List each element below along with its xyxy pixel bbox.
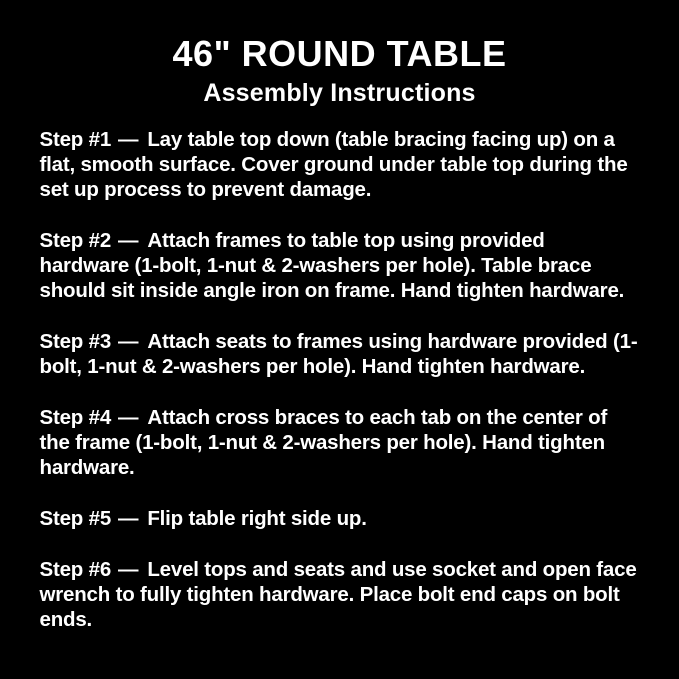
step-label: Step #4 [39, 406, 112, 430]
step-text: Level tops and seats and use socket and open face wrench to fully tighten hardware. Place bolt end caps on bolt ends. [39, 558, 637, 632]
step-dash: — [118, 128, 139, 152]
step-text: Attach seats to frames using hardware provided (1-bolt, 1-nut & 2-washers per hole). Hand tighten hardware. [39, 330, 638, 379]
steps-list [40, 127, 640, 632]
step-item-1 [40, 127, 640, 202]
step-item-5 [40, 506, 640, 531]
step-dash: — [118, 558, 139, 582]
step-text: Attach cross braces to each tab on the center of the frame (1-bolt, 1-nut & 2-washers per hole). Hand tighten hardware. [39, 406, 608, 480]
step-text: Lay table top down (table bracing facing up) on a flat, smooth surface. Cover ground under table top during the set up process to prevent damage. [39, 128, 628, 202]
step-text: Attach frames to table top using provided hardware (1-bolt, 1-nut & 2-washers per hole). Table brace should sit inside angle iron on frame. Hand tighten hardware. [39, 229, 625, 303]
step-label: Step #3 [39, 330, 112, 354]
step-dash: — [118, 330, 139, 354]
page-title: 46" ROUND TABLE [172, 33, 507, 74]
step-dash: — [118, 406, 139, 430]
page-subtitle: Assembly Instructions [203, 79, 476, 108]
step-label: Step #6 [39, 558, 112, 582]
step-text: Flip table right side up. [147, 507, 367, 531]
step-item-6 [40, 557, 640, 632]
step-dash: — [118, 507, 139, 531]
step-item-2 [40, 228, 640, 303]
step-item-4 [40, 405, 640, 480]
step-dash: — [118, 229, 139, 253]
step-label: Step #2 [39, 229, 112, 253]
step-item-3 [40, 329, 640, 379]
step-label: Step #5 [39, 507, 112, 531]
step-label: Step #1 [39, 128, 112, 152]
